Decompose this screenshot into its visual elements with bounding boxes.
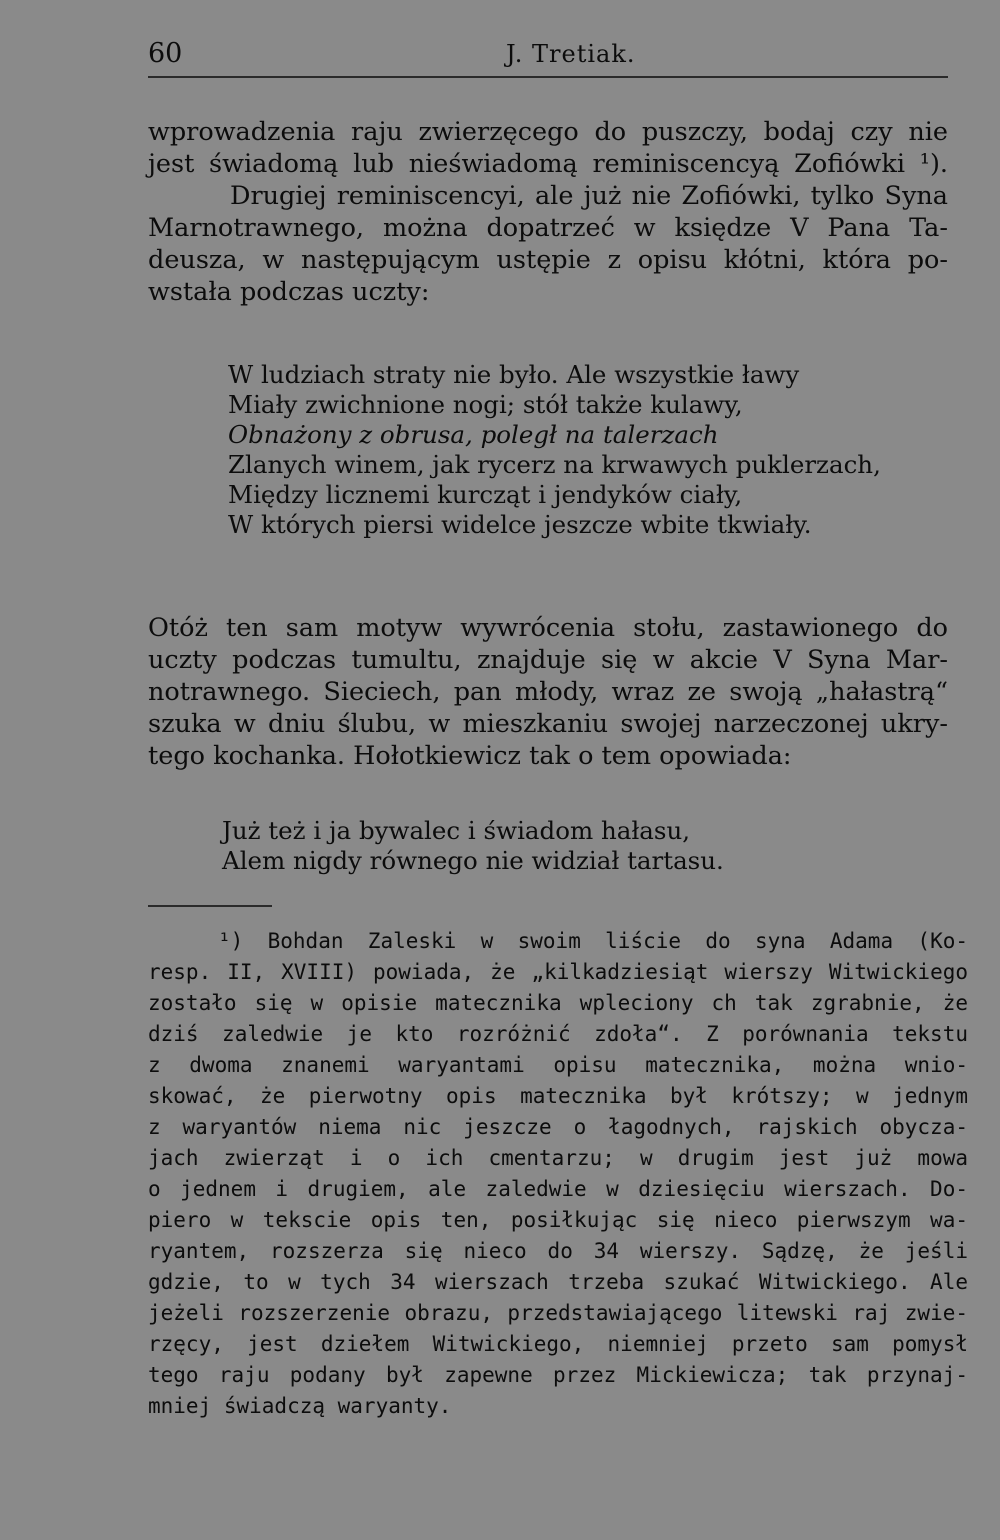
text-line: Drugiej reminiscencyi, ale już nie Zofiówki, tylko Syna	[230, 181, 948, 211]
verse-quote-1	[228, 360, 881, 540]
paragraph-2	[148, 612, 948, 772]
footnote-rule	[148, 905, 272, 907]
verse-line: Zlanych winem, jak rycerz na krwawych puklerzach,	[228, 450, 881, 479]
footnote-line: z waryantów niema nic jeszcze o łagodnych, rajskich obycza-	[148, 1115, 968, 1139]
text-line: tego kochanka. Hołotkiewicz tak o tem opowiada:	[148, 741, 792, 771]
verse-line: Alem nigdy równego nie widział tartasu.	[222, 846, 724, 875]
footnote-line: dziś zaledwie je kto rozróżnić zdoła“. Z porównania tekstu	[148, 1022, 968, 1046]
verse-line: Miały zwichnione nogi; stół także kulawy,	[228, 390, 743, 419]
footnote-line: gdzie, to w tych 34 wierszach trzeba szukać Witwickiego. Ale	[148, 1270, 968, 1294]
text-line: wprowadzenia raju zwierzęcego do puszczy, bodaj czy nie	[148, 117, 948, 147]
text-line: jest świadomą lub nieświadomą reminiscencyą Zofiówki ¹).	[148, 149, 948, 179]
verse-line: Już też i ja bywalec i świadom hałasu,	[222, 816, 691, 845]
verse-line: W ludziach straty nie było. Ale wszystkie ławy	[228, 360, 800, 389]
footnote	[148, 926, 968, 1422]
verse-line: Między licznemi kurcząt i jendyków ciały,	[228, 480, 743, 509]
page-header	[148, 38, 948, 74]
footnote-line: piero w tekscie opis ten, posiłkując się nieco pierwszym wa-	[148, 1208, 968, 1232]
running-head: J. Tretiak.	[506, 40, 636, 68]
footnote-line: mniej świadczą waryanty.	[148, 1394, 452, 1418]
text-line: wstała podczas uczty:	[148, 277, 430, 307]
text-line: deusza, w następującym ustępie z opisu kłótni, która po-	[148, 245, 948, 275]
verse-quote-2	[222, 816, 724, 876]
footnote-line: ¹) Bohdan Zaleski w swoim liście do syna Adama (Ko-	[218, 929, 968, 953]
footnote-line: jeżeli rozszerzenie obrazu, przedstawiającego litewski raj zwie-	[148, 1301, 968, 1325]
footnote-line: z dwoma znanemi waryantami opisu matecznika, można wnio-	[148, 1053, 968, 1077]
footnote-line: ryantem, rozszerza się nieco do 34 wierszy. Sądzę, że jeśli	[148, 1239, 968, 1263]
text-line: uczty podczas tumultu, znajduje się w akcie V Syna Mar-	[148, 645, 948, 675]
footnote-line: rzęcy, jest dziełem Witwickiego, niemniej przeto sam pomysł	[148, 1332, 968, 1356]
text-line: szuka w dniu ślubu, w mieszkaniu swojej narzeczonej ukry-	[148, 709, 948, 739]
verse-line: W których piersi widelce jeszcze wbite tkwiały.	[228, 510, 812, 539]
footnote-line: skować, że pierwotny opis matecznika był krótszy; w jednym	[148, 1084, 968, 1108]
paragraph-1	[148, 116, 948, 308]
header-rule	[148, 76, 948, 78]
footnote-line: resp. II, XVIII) powiada, że „kilkadziesiąt wierszy Witwickiego	[148, 960, 968, 984]
page-number: 60	[148, 38, 183, 69]
footnote-line: o jednem i drugiem, ale zaledwie w dziesięciu wierszach. Do-	[148, 1177, 968, 1201]
text-line: notrawnego. Sieciech, pan młody, wraz ze swoją „hałastrą“	[148, 677, 948, 707]
footnote-line: jach zwierząt i o ich cmentarzu; w drugim jest już mowa	[148, 1146, 968, 1170]
text-line: Marnotrawnego, można dopatrzeć w księdze V Pana Ta-	[148, 213, 948, 243]
text-line: Otóż ten sam motyw wywrócenia stołu, zastawionego do	[148, 613, 948, 643]
footnote-line: tego raju podany był zapewne przez Mickiewicza; tak przynaj-	[148, 1363, 968, 1387]
verse-line: Obnażony z obrusa, poległ na talerzach	[228, 420, 719, 449]
footnote-line: zostało się w opisie matecznika wpleciony ch tak zgrabnie, że	[148, 991, 968, 1015]
